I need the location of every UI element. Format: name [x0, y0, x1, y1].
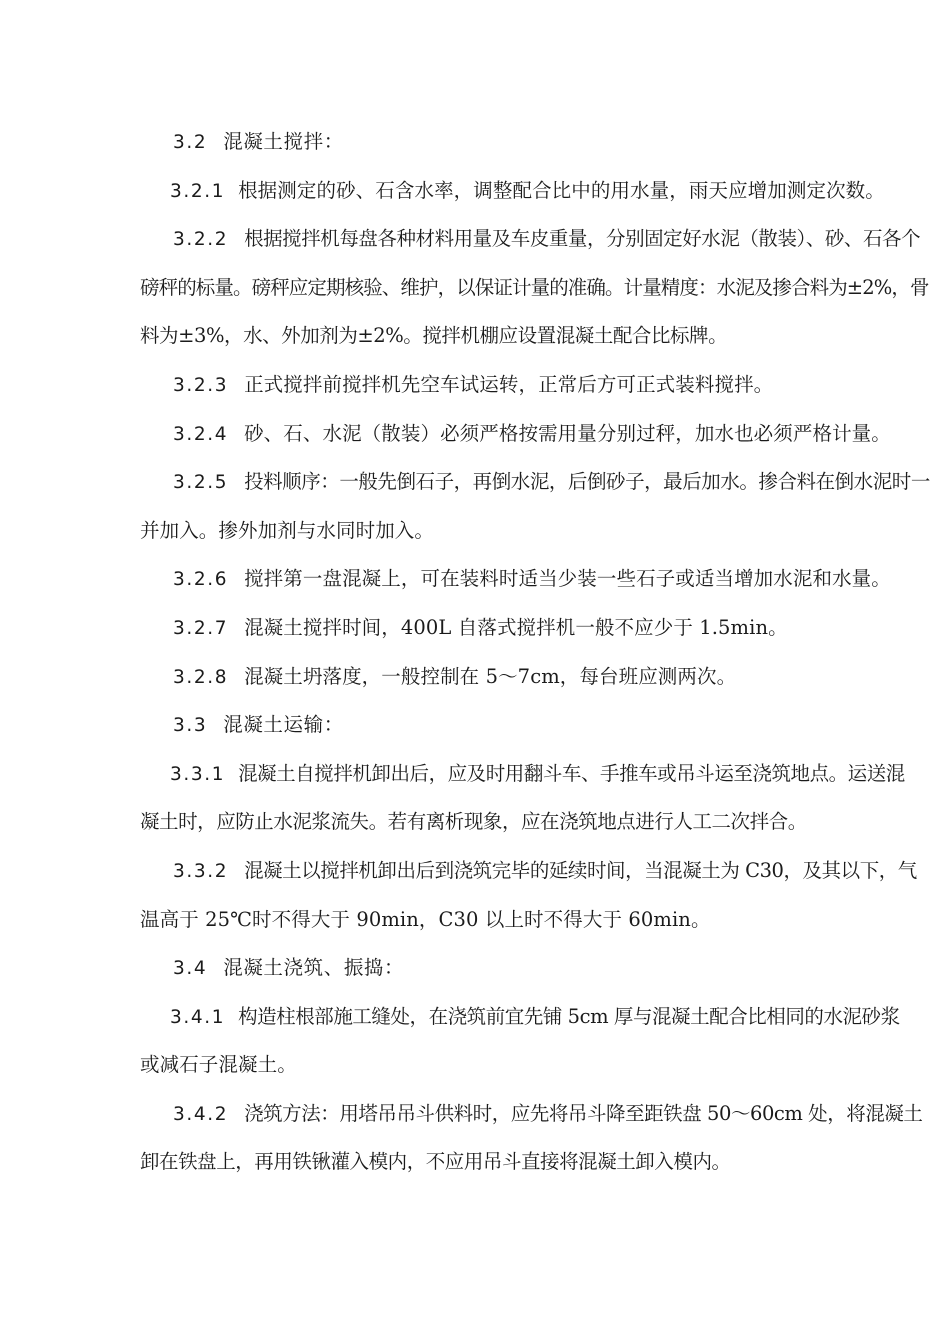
clause-line — [140, 1090, 923, 1139]
clause-number: 3.2.1 — [170, 180, 226, 202]
clause-line — [140, 264, 929, 313]
clause-text: 根据搅拌机每盘各种材料用量及车皮重量，分别固定好水泥（散装）、砂、石各个 — [244, 227, 921, 251]
clause-text: 料为±3%，水、外加剂为±2%。搅拌机棚应设置混凝土配合比标牌。 — [140, 324, 728, 348]
clause-text: 搅拌第一盘混凝上，可在装料时适当少装一些石子或适当增加水泥和水量。 — [244, 567, 891, 591]
clause-text: 混凝土以搅拌机卸出后到浇筑完毕的延续时间，当混凝土为 C30，及其以下，气 — [244, 858, 917, 882]
clause-line — [140, 1138, 812, 1187]
clause-number: 3.4.2 — [173, 1103, 229, 1125]
clause-3-3-1 — [140, 750, 905, 847]
clause-line — [140, 604, 812, 653]
clause-text: 正式搅拌前搅拌机先空车试运转，正常后方可正式装料搅拌。 — [244, 372, 774, 396]
clause-line — [140, 750, 905, 799]
clause-text: 混凝土坍落度，一般控制在 5～7cm，每台班应测两次。 — [244, 664, 737, 688]
clause-line — [140, 507, 812, 556]
clause-text: 浇筑方法：用塔吊吊斗供料时，应先将吊斗降至距铁盘 50～60cm 处，将混凝土 — [244, 1101, 923, 1125]
clause-line — [140, 701, 812, 750]
clause-3-3 — [140, 701, 812, 750]
clause-line — [140, 993, 900, 1042]
clause-3-2-4 — [140, 410, 891, 459]
clause-text: 凝土时，应防止水泥浆流失。若有离析现象，应在浇筑地点进行人工二次拌合。 — [140, 810, 807, 834]
clause-line — [140, 312, 812, 361]
clause-number: 3.3.1 — [170, 763, 226, 785]
clause-text: 温高于 25℃时不得大于 90min，C30 以上时不得大于 60min。 — [140, 907, 711, 931]
clause-3-2-3 — [140, 361, 812, 410]
clause-3-4-1 — [140, 993, 900, 1090]
clause-line — [140, 118, 812, 167]
clause-line — [140, 215, 921, 264]
clause-3-3-2 — [140, 847, 917, 944]
clause-3-2-6 — [140, 555, 891, 604]
clause-text: 混凝土搅拌时间，400L 自落式搅拌机一般不应少于 1.5min。 — [244, 615, 788, 639]
clause-text: 并加入。掺外加剂与水同时加入。 — [140, 518, 435, 542]
clause-3-2-5 — [140, 458, 930, 555]
clause-number: 3.2.2 — [173, 229, 229, 251]
clause-line — [140, 167, 885, 216]
clause-text: 混凝土运输： — [223, 713, 344, 737]
clause-text: 投料顺序：一般先倒石子，再倒水泥，后倒砂子，最后加水。掺合料在倒水泥时一 — [244, 470, 930, 494]
clause-3-2-1 — [140, 167, 885, 216]
clause-number: 3.2.6 — [173, 569, 229, 591]
clause-text: 卸在铁盘上，再用铁锹灌入模内，不应用吊斗直接将混凝土卸入模内。 — [140, 1150, 731, 1174]
document-body — [140, 118, 930, 1187]
clause-number: 3.3 — [173, 715, 208, 737]
clause-number: 3.2.3 — [173, 374, 229, 396]
clause-text: 混凝土搅拌： — [223, 130, 344, 153]
clause-3-2-7 — [140, 604, 812, 653]
clause-line — [140, 653, 812, 702]
clause-line — [140, 798, 812, 847]
clause-3-2 — [140, 118, 812, 167]
clause-text: 砂、石、水泥（散装）必须严格按需用量分别过秤，加水也必须严格计量。 — [244, 421, 891, 445]
clause-line — [140, 944, 812, 993]
clause-3-4-2 — [140, 1090, 923, 1187]
clause-text: 构造柱根部施工缝处，在浇筑前宜先铺 5cm 厚与混凝土配合比相同的水泥砂浆 — [238, 1004, 900, 1028]
clause-line — [140, 410, 891, 459]
clause-number: 3.2.7 — [173, 617, 229, 639]
clause-line — [140, 555, 891, 604]
clause-line — [140, 1041, 812, 1090]
clause-line — [140, 896, 812, 945]
clause-number: 3.2.8 — [173, 666, 229, 688]
clause-text: 根据测定的砂、石含水率，调整配合比中的用水量，雨天应增加测定次数。 — [238, 178, 885, 202]
clause-text: 磅秤的标量。磅秤应定期核验、维护，以保证计量的准确。计量精度：水泥及掺合料为±2%，骨 — [140, 275, 929, 299]
clause-number: 3.2.5 — [173, 472, 229, 494]
clause-line — [140, 361, 812, 410]
clause-line — [140, 458, 930, 507]
clause-line — [140, 847, 917, 896]
clause-text: 混凝土浇筑、振捣： — [223, 956, 405, 980]
clause-number: 3.2 — [173, 132, 208, 153]
clause-text: 混凝土自搅拌机卸出后，应及时用翻斗车、手推车或吊斗运至浇筑地点。运送混 — [238, 761, 905, 785]
clause-3-2-8 — [140, 653, 812, 702]
clause-text: 或减石子混凝土。 — [140, 1053, 297, 1077]
clause-number: 3.4.1 — [170, 1006, 226, 1028]
clause-number: 3.2.4 — [173, 423, 229, 445]
clause-number: 3.4 — [173, 958, 208, 980]
clause-3-2-2 — [140, 215, 929, 361]
clause-3-4 — [140, 944, 812, 993]
clause-number: 3.3.2 — [173, 860, 229, 882]
